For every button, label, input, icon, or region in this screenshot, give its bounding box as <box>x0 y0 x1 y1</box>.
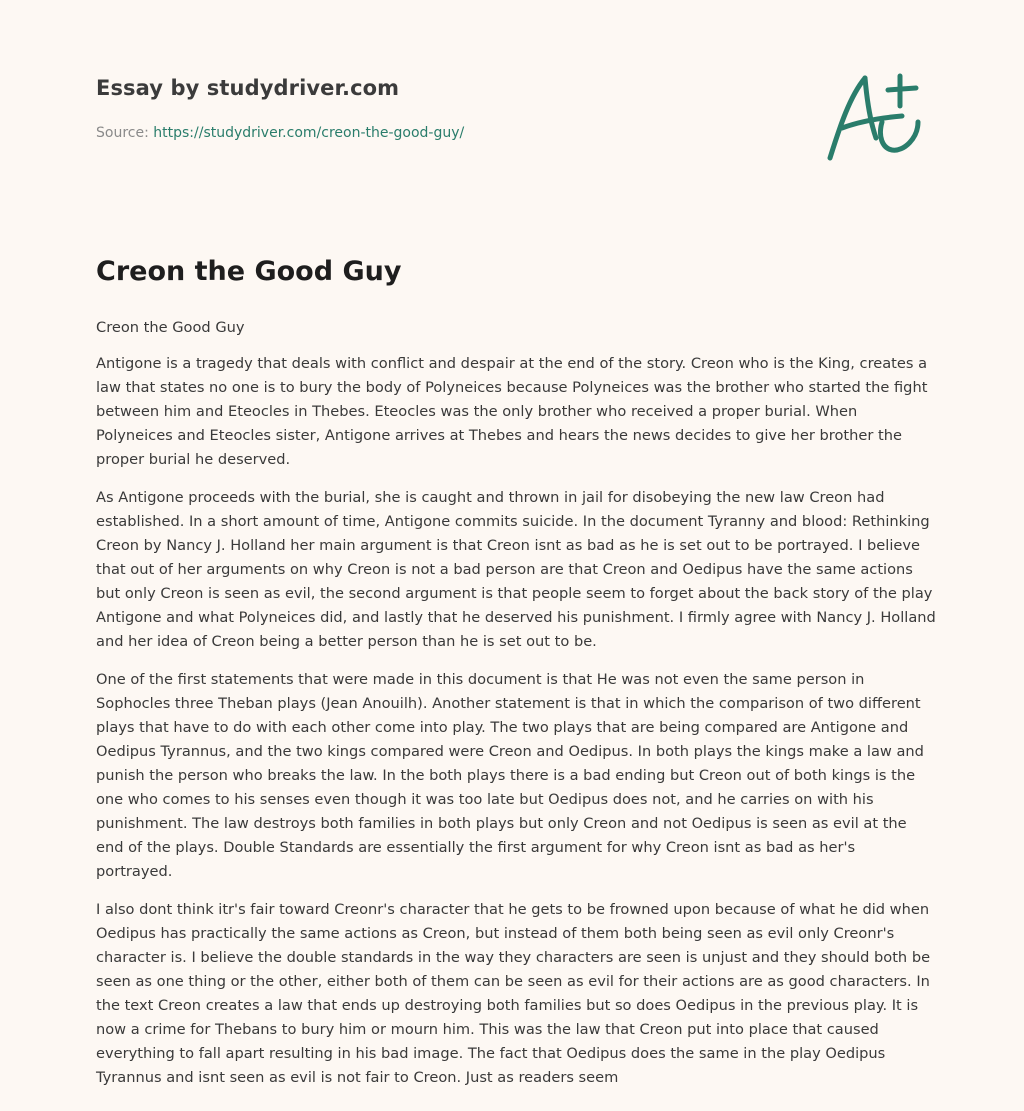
article-title: Creon the Good Guy <box>96 256 402 287</box>
source-link[interactable]: https://studydriver.com/creon-the-good-guy/ <box>153 125 465 141</box>
source-label: Source: <box>96 125 149 141</box>
paragraph-4: I also dont think itr's fair toward Creonr's character that he gets to be frowned upon because of what he did when Oedipus has practically the same actions as Creon, but instead of them both being seen as evil only Creonr's character is. I believe the double standards in the way they characters are seen is unjust and they should both be seen as one thing or the other, either both of them can be seen as evil for their actions are as good characters. In the text Creon creates a law that ends up destroying both families but so does Oedipus in the previous play. It is now a crime for Thebans to bury him or mourn him. This was the law that Creon put into place that caused everything to fall apart resulting in his bad image. The fact that Oedipus does the same in the play Oedipus Tyrannus and isnt seen as evil is not fair to Creon. Just as readers seem <box>96 901 931 1086</box>
source-line <box>96 125 464 141</box>
header-brand: Essay by studydriver.com <box>96 76 400 100</box>
article-content <box>96 316 936 1104</box>
paragraph-1: Antigone is a tragedy that deals with conflict and despair at the end of the story. Creon who is the King, creates a law that states no one is to bury the body of Polyneices because Polyneices was the brother who started the fight between him and Eteocles in Thebes. Eteocles was the only brother who received a proper burial. When Polyneices and Eteocles sister, Antigone arrives at Thebes and hears the news decides to give her brother the proper burial he deserved. <box>96 355 928 468</box>
paragraph-3: One of the first statements that were made in this document is that He was not even the same person in Sophocles three Theban plays (Jean Anouilh). Another statement is that in which the comparison of two different plays that have to do with each other come into play. The two plays that are being compared are Antigone and Oedipus Tyrannus, and the two kings compared were Creon and Oedipus. In both plays the kings make a law and punish the person who breaks the law. In the both plays there is a bad ending but Creon out of both kings is the one who comes to his senses even though it was too late but Oedipus does not, and he carries on with his punishment. The law destroys both families in both plays but only Creon and not Oedipus is seen as evil at the end of the plays. Double Standards are essentially the first argument for why Creon isnt as bad as her's portrayed. <box>96 671 924 880</box>
a-plus-logo-icon <box>820 66 930 166</box>
article-subtitle: Creon the Good Guy <box>96 319 245 336</box>
paragraph-2: As Antigone proceeds with the burial, she is caught and thrown in jail for disobeying the new law Creon had established. In a short amount of time, Antigone commits suicide. In the document Tyranny and blood: Rethinking Creon by Nancy J. Holland her main argument is that Creon isnt as bad as he is set out to be portrayed. I believe that out of her arguments on why Creon is not a bad person are that Creon and Oedipus have the same actions but only Creon is seen as evil, the second argument is that people seem to forget about the back story of the play Antigone and what Polyneices did, and lastly that he deserved his punishment. I firmly agree with Nancy J. Holland and her idea of Creon being a better person than he is set out to be. <box>96 489 936 650</box>
